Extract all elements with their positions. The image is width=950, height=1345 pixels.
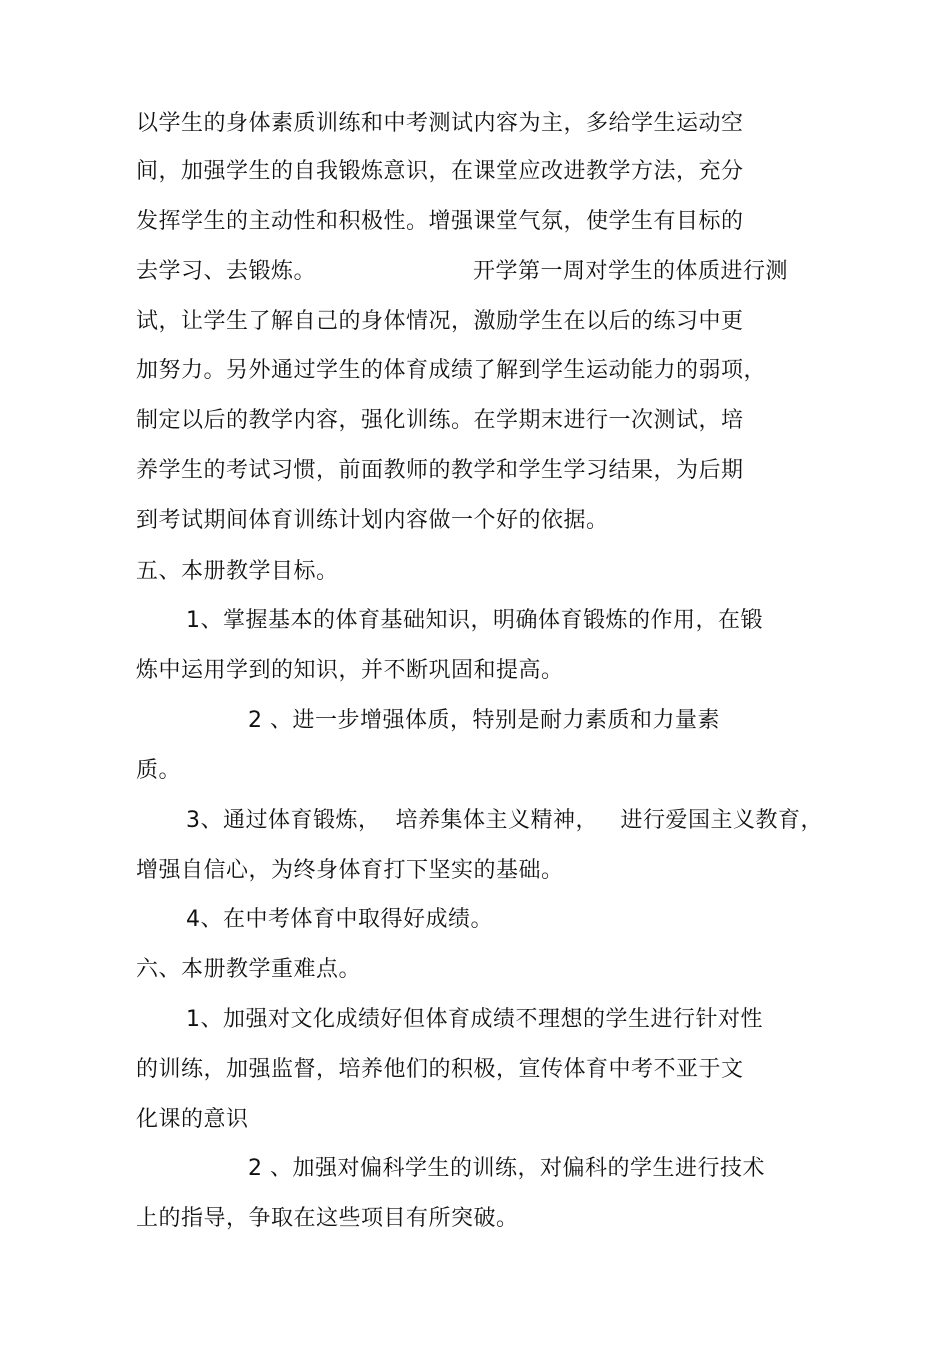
body-line: 间，加强学生的自我锻炼意识，在课堂应改进教学方法，充分 xyxy=(136,159,744,184)
list-item-line: 的训练，加强监督，培养他们的积极，宣传体育中考不亚于文 xyxy=(136,1057,744,1082)
list-item-line: 4、在中考体育中取得好成绩。 xyxy=(186,907,493,932)
body-line: 发挥学生的主动性和积极性。增强课堂气氛，使学生有目标的 xyxy=(136,209,744,234)
body-line: 到考试期间体育训练计划内容做一个好的依据。 xyxy=(136,508,609,533)
body-line: 以学生的身体素质训练和中考测试内容为主，多给学生运动空 xyxy=(136,111,744,136)
body-line: 制定以后的教学内容，强化训练。在学期末进行一次测试，培 xyxy=(136,408,744,433)
list-item-line: 化课的意识 xyxy=(136,1107,249,1132)
list-item-line: 质。 xyxy=(136,758,182,783)
list-item-line: 3、通过体育锻炼， 培养集体主义精神， 进行爱国主义教育， xyxy=(186,808,823,833)
body-line: 试，让学生了解自己的身体情况，激励学生在以后的练习中更 xyxy=(136,309,744,334)
section-heading: 六、本册教学重难点。 xyxy=(136,957,362,982)
body-line: 开学第一周对学生的体质进行测 xyxy=(473,259,789,284)
list-item-line: 1、掌握基本的体育基础知识，明确体育锻炼的作用，在锻 xyxy=(186,608,763,633)
body-line: 去学习、去锻炼。 xyxy=(136,259,317,284)
body-line: 加努力。另外通过学生的体育成绩了解到学生运动能力的弱项， xyxy=(136,358,767,383)
list-item-line: 2 、进一步增强体质，特别是耐力素质和力量素 xyxy=(248,708,720,733)
list-item-line: 上的指导，争取在这些项目有所突破。 xyxy=(136,1206,519,1231)
body-line: 养学生的考试习惯，前面教师的教学和学生学习结果，为后期 xyxy=(136,458,744,483)
section-heading: 五、本册教学目标。 xyxy=(136,559,339,584)
list-item-line: 炼中运用学到的知识，并不断巩固和提高。 xyxy=(136,658,564,683)
list-item-line: 2 、加强对偏科学生的训练，对偏科的学生进行技术 xyxy=(248,1156,765,1181)
list-item-line: 增强自信心，为终身体育打下坚实的基础。 xyxy=(136,858,564,883)
list-item-line: 1、加强对文化成绩好但体育成绩不理想的学生进行针对性 xyxy=(186,1007,763,1032)
